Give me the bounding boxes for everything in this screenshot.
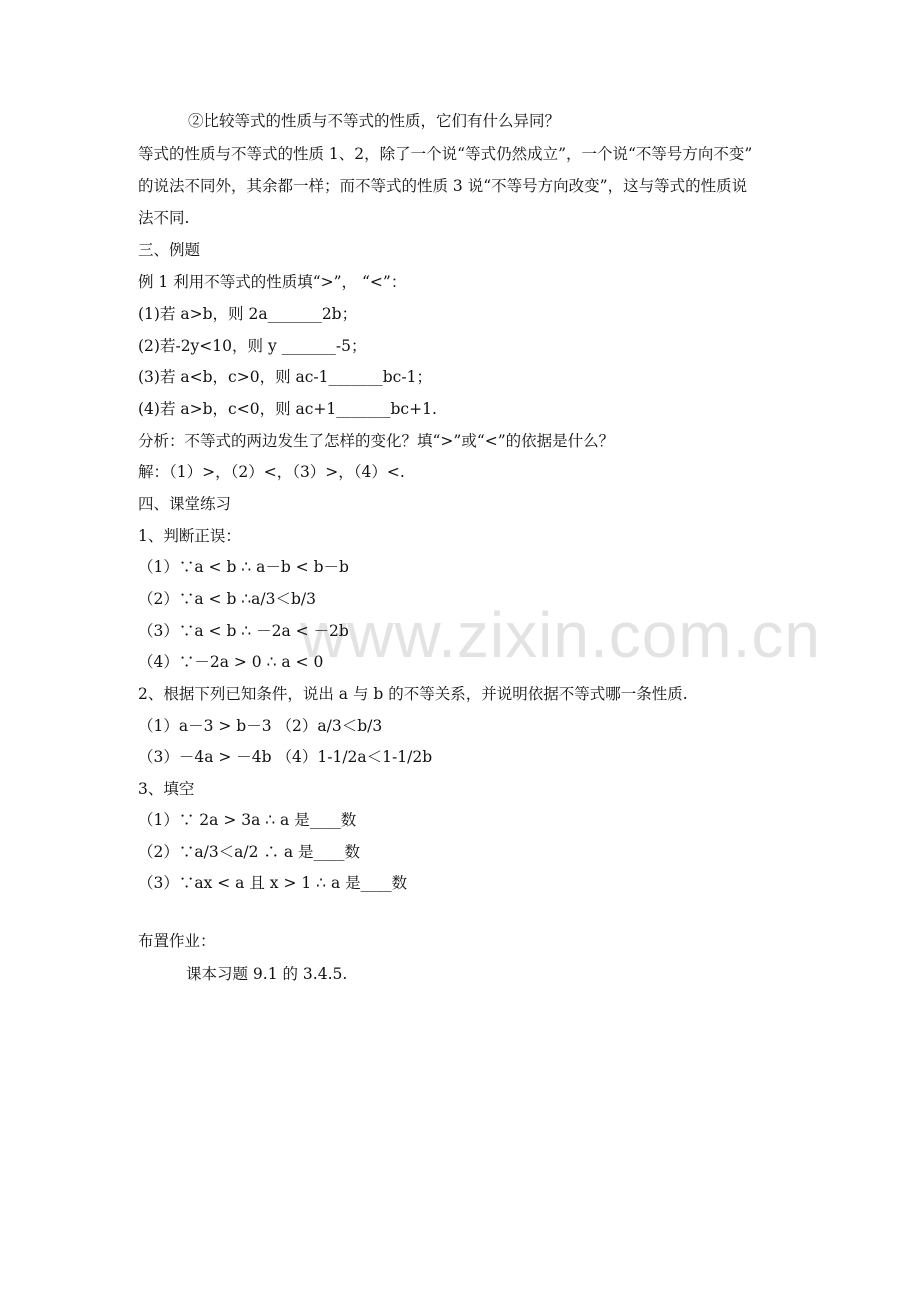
paragraph-line-3: 法不同. bbox=[138, 209, 190, 227]
question-compare-properties: ②比较等式的性质与不等式的性质，它们有什么异同？ bbox=[188, 112, 561, 130]
homework-text: 课本习题 9.1 的 3.4.5. bbox=[186, 965, 348, 983]
practice-1-item-3: （3）∵a < b ∴ －2a < －2b bbox=[138, 622, 349, 640]
practice-3-title: 3、填空 bbox=[138, 780, 195, 798]
watermark: www.zixin.com.cn bbox=[300, 599, 821, 671]
paragraph-line-2: 的说法不同外，其余都一样；而不等式的性质 3 说“不等号方向改变”，这与等式的性质说 bbox=[138, 177, 748, 195]
practice-3-item-3: （3）∵ax < a 且 x > 1 ∴ a 是____数 bbox=[138, 874, 408, 892]
section-heading-practice: 四、课堂练习 bbox=[138, 495, 232, 513]
practice-1-item-1: （1）∵a < b ∴ a－b < b－b bbox=[138, 558, 349, 576]
homework-heading: 布置作业： bbox=[138, 932, 216, 950]
practice-3-item-2: （2）∵a/3＜a/2 ∴ a 是____数 bbox=[138, 843, 361, 861]
example-item-3: (3)若 a<b，c>0，则 ac-1_______bc-1； bbox=[138, 368, 432, 386]
section-heading-examples: 三、例题 bbox=[138, 241, 201, 259]
example-1-prompt: 例 1 利用不等式的性质填“>”， “<”： bbox=[138, 273, 407, 291]
practice-2-row-1: （1）a－3 > b－3 （2）a/3＜b/3 bbox=[138, 717, 383, 735]
analysis-text: 分析：不等式的两边发生了怎样的变化？填“>”或“<”的依据是什么？ bbox=[138, 432, 615, 450]
practice-1-item-2: （2）∵a < b ∴a/3＜b/3 bbox=[138, 590, 316, 608]
practice-1-title: 1、判断正误： bbox=[138, 527, 241, 545]
example-item-4: (4)若 a>b，c<0，则 ac+1_______bc+1. bbox=[138, 400, 437, 418]
practice-2-row-2: （3）－4a > －4b （4）1-1/2a＜1-1/2b bbox=[138, 748, 433, 766]
practice-3-item-1: （1）∵ 2a > 3a ∴ a 是____数 bbox=[138, 811, 357, 829]
example-item-2: (2)若-2y<10，则 y _______-5； bbox=[138, 337, 367, 355]
practice-2-title: 2、根据下列已知条件，说出 a 与 b 的不等关系，并说明依据不等式哪一条性质. bbox=[138, 685, 688, 703]
solution-text: 解：（1）>，（2）<，（3）>，（4）<. bbox=[138, 463, 405, 481]
practice-1-item-4: （4）∵－2a > 0 ∴ a < 0 bbox=[138, 653, 324, 671]
paragraph-line-1: 等式的性质与不等式的性质 1、2，除了一个说“等式仍然成立”，一个说“不等号方向不变” bbox=[138, 145, 753, 163]
example-item-1: (1)若 a>b，则 2a_______2b； bbox=[138, 305, 358, 323]
